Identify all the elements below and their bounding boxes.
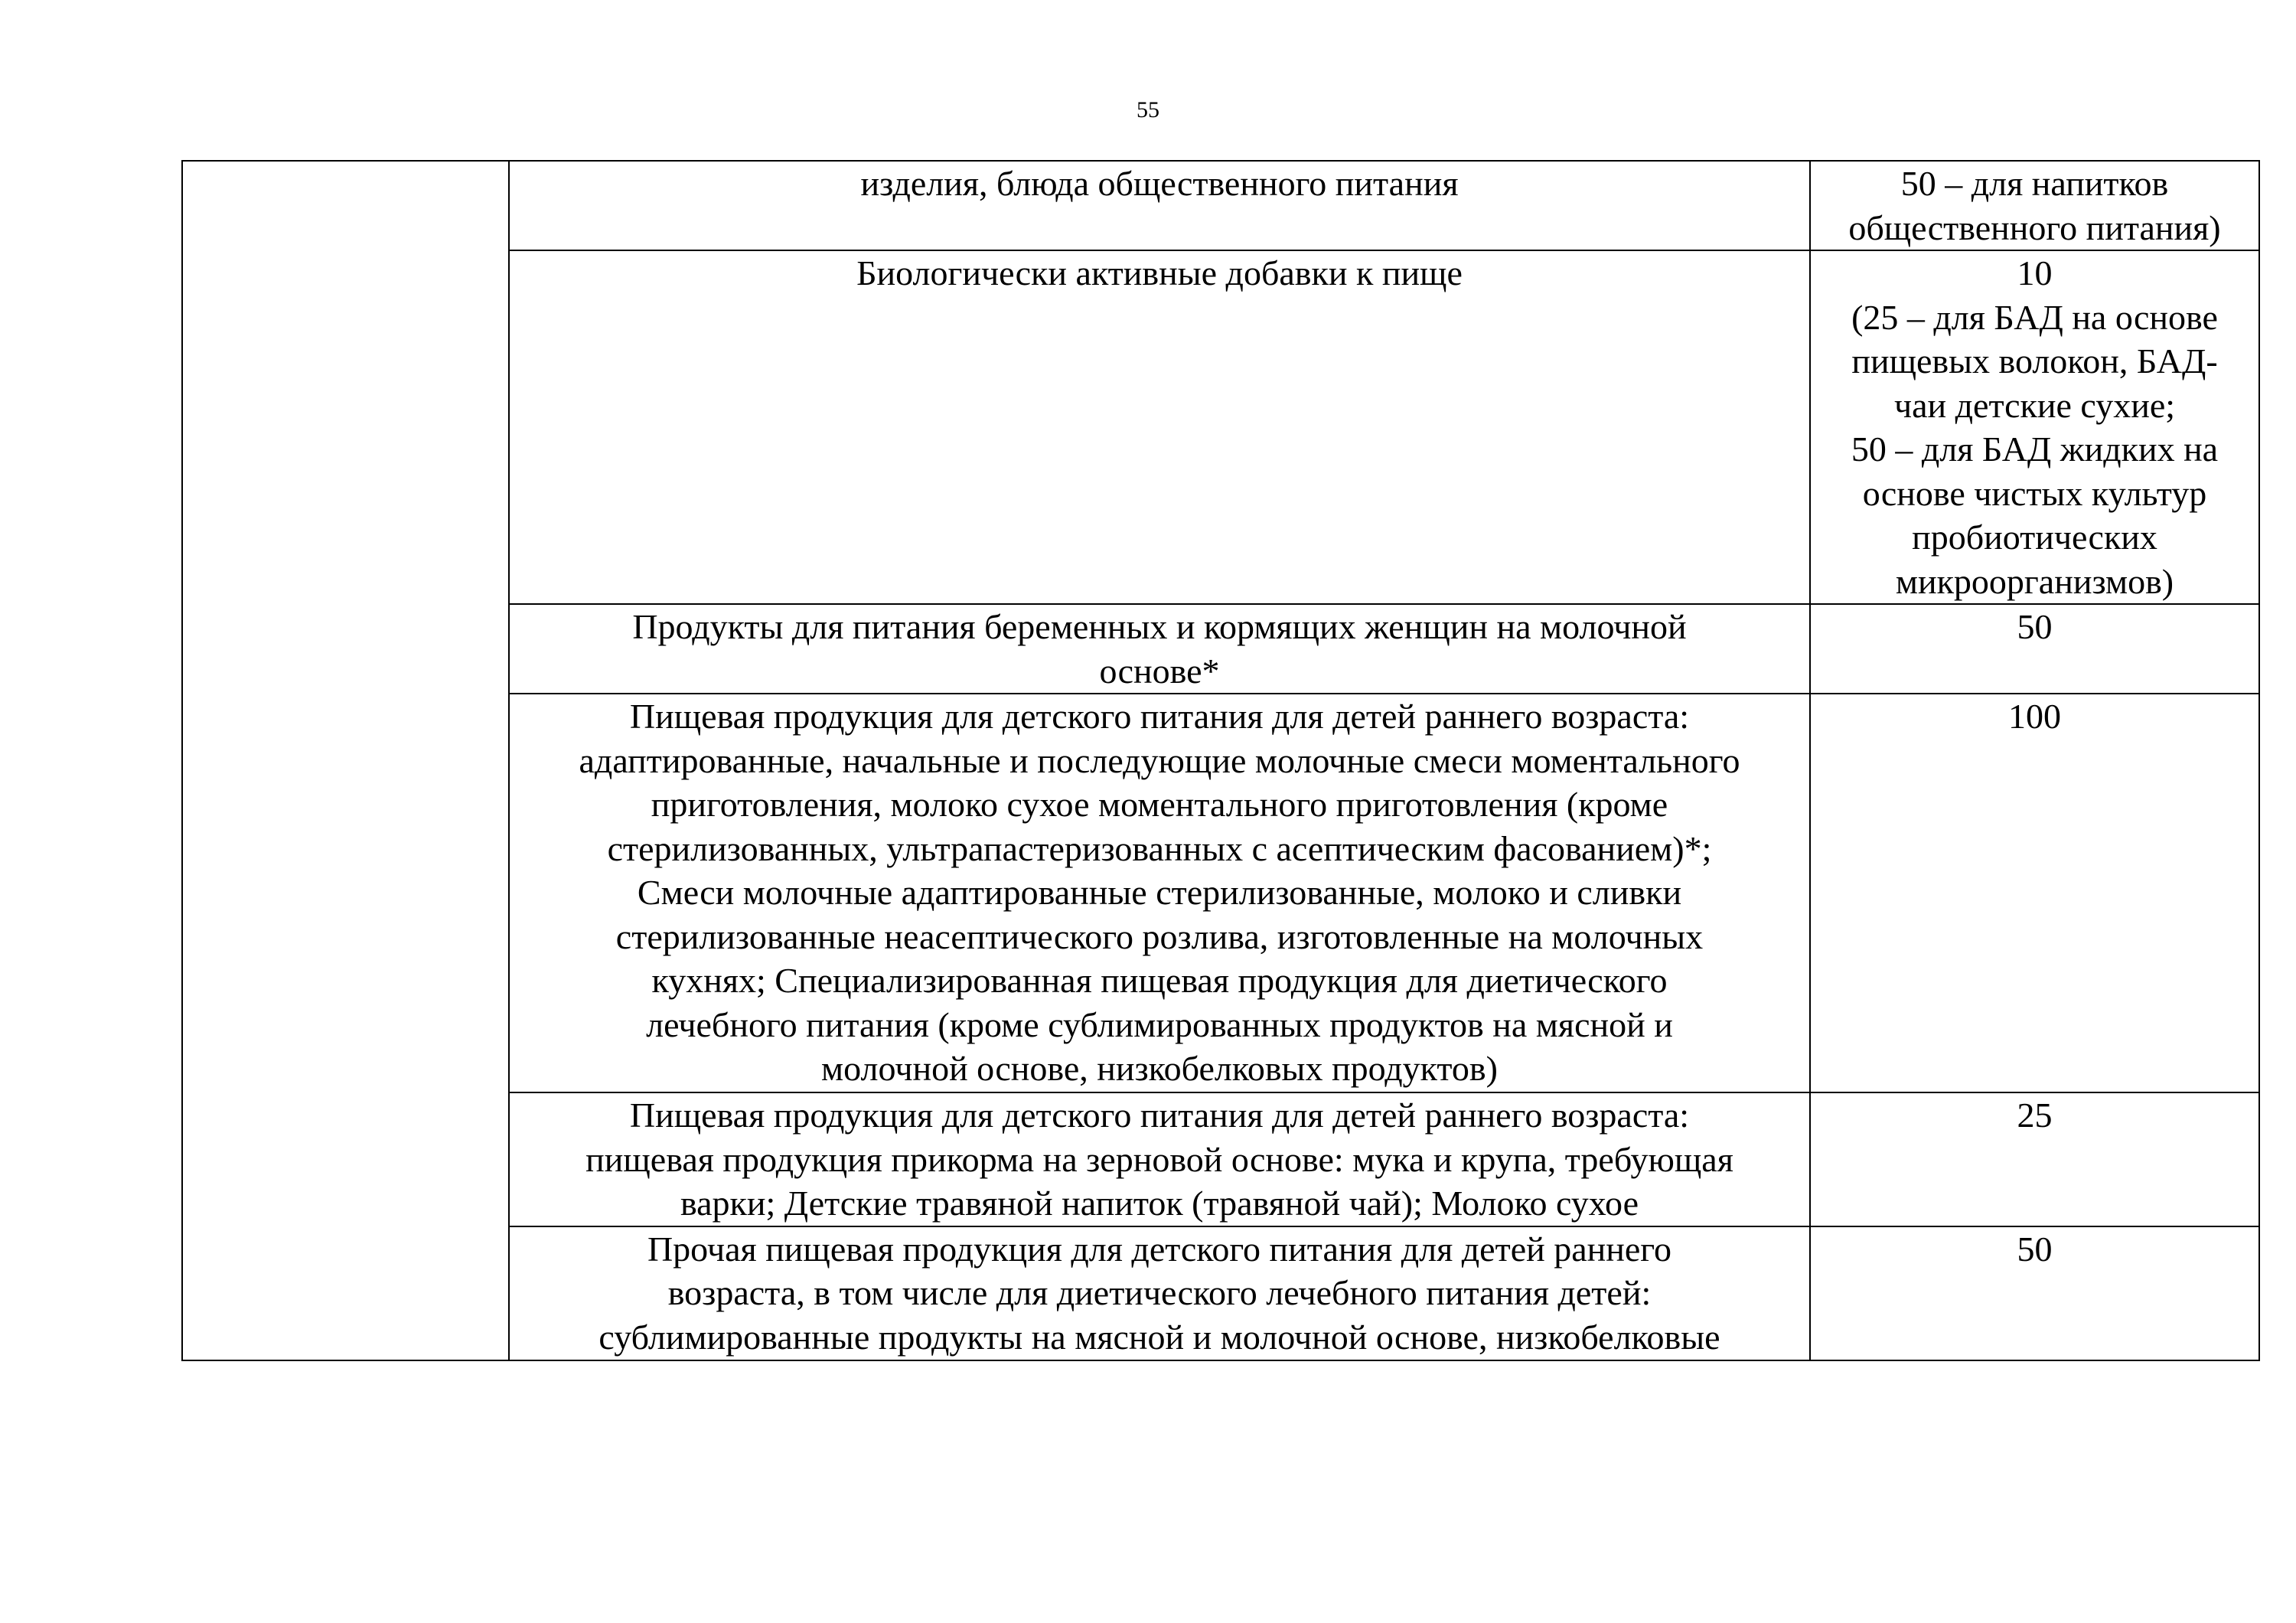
table-row	[182, 161, 2259, 250]
value-cell: 10 (25 – для БАД на основе пищевых волокон, БАД- чаи детские сухие; 50 – для БАД жидких на основе чистых культур пробиотических микроорганизмов)	[1810, 250, 2259, 604]
product-cell: Пищевая продукция для детского питания для детей раннего возраста: пищевая продукция прикорма на зерновой основе: мука и крупа, требующая варки; Детские травяной напиток (травяной чай); Молоко сухое	[509, 1092, 1810, 1226]
product-cell: изделия, блюда общественного питания	[509, 161, 1810, 250]
value-cell: 50	[1810, 604, 2259, 694]
norms-table	[181, 160, 2260, 1361]
group-cell	[182, 161, 509, 1360]
value-cell: 100	[1810, 694, 2259, 1092]
value-cell: 50	[1810, 1226, 2259, 1360]
value-cell: 50 – для напитков общественного питания)	[1810, 161, 2259, 250]
product-cell: Биологически активные добавки к пище	[509, 250, 1810, 604]
product-cell: Прочая пищевая продукция для детского питания для детей раннего возраста, в том числе для диетического лечебного питания детей: сублимированные продукты на мясной и молочной основе, низкобелковые	[509, 1226, 1810, 1360]
product-cell: Продукты для питания беременных и кормящих женщин на молочной основе*	[509, 604, 1810, 694]
page-number: 55	[1137, 97, 1159, 122]
value-cell: 25	[1810, 1092, 2259, 1226]
product-cell: Пищевая продукция для детского питания для детей раннего возраста: адаптированные, начальные и последующие молочные смеси моментального приготовления, молоко сухое моментального приготовления (кроме стерилизованных, ультрапастеризованных с асептическим фасованием)*; Смеси молочные адаптированные стерилизованные, молоко и сливки стерилизованные неасептического розлива, изготовленные на молочных кухнях; Специализированная пищевая продукция для диетического лечебного питания (кроме сублимированных продуктов на мясной и молочной основе, низкобелковых продуктов)	[509, 694, 1810, 1092]
